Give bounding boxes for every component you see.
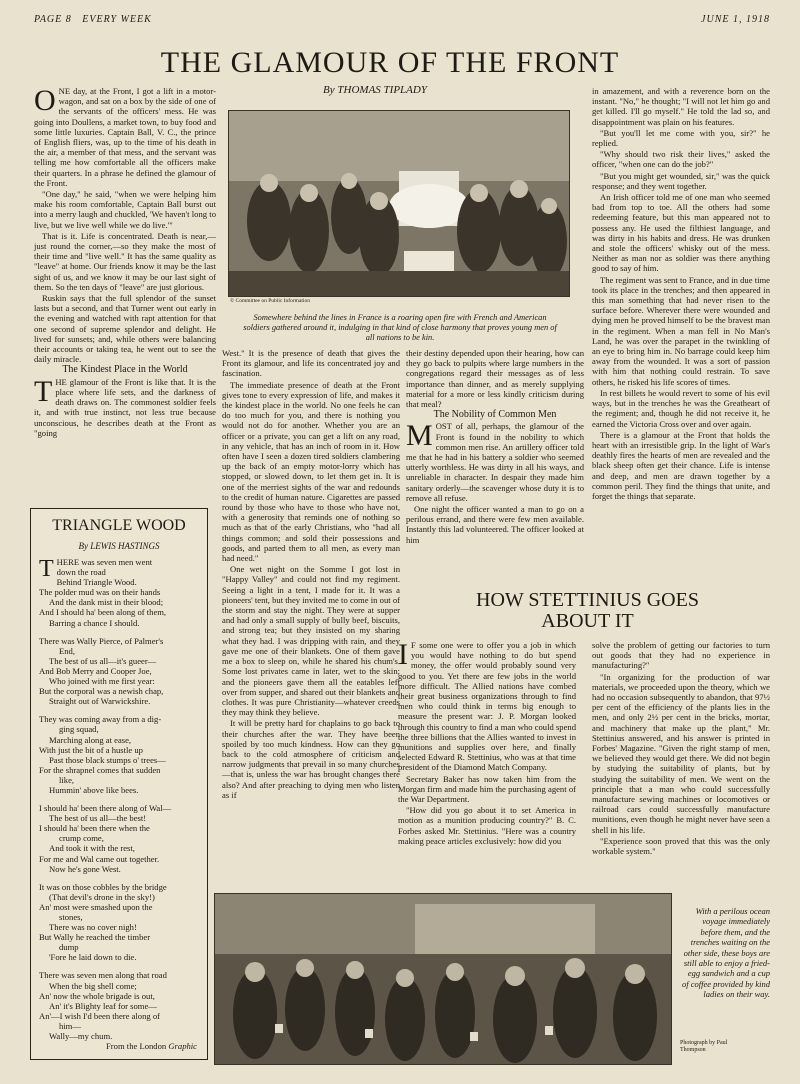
article-paragraph: An Irish officer told me of one man who seemed bad from top to toe. All the others had some redeeming feature, but this man appeared not to possess any. He used the filthiest language, and was dirty in his habits and dress. He was drunken and stole the officers' whisky out of the mess. Neither as man nor as soldier was there anything good to say of him.	[592, 192, 770, 274]
fireside-photo	[228, 110, 570, 297]
photo-credit: © Committee on Public Information	[230, 298, 310, 304]
poem-stanza: It was on those cobbles by the bridge (That devil's drone in the sky!) An' most were smashed upon the stones, There was no cover nigh! But Wally he reached the timber dump 'Fore he laid down to die.	[39, 881, 167, 963]
article-paragraph: One night the officer wanted a man to go on a perilous errand, and there were few men available. Instantly this lad volunteered. The officer looked at him	[406, 504, 584, 545]
subheading: The Nobility of Common Men	[433, 409, 557, 421]
poem-byline: By LEWIS HASTINGS	[78, 541, 160, 551]
article-paragraph: "Why should two risk their lives," asked the officer, "when one can do the job?"	[592, 149, 770, 170]
article-paragraph: "How did you go about it to set America in motion as a munition producing country?" B. C. Forbes asked Mr. Stettinius. "Here was a country making peace articles exclusively: how did you	[398, 805, 576, 846]
poem-stanza: I should ha' been there along of Wal— The best of us all—the best! I should ha' been there when the crump come, And took it with the rest, For me and Wal came out together. Now he's gone West.	[39, 803, 172, 874]
photo-caption: Somewhere behind the lines in France is a roaring open fire with French and American soldiers gathered around it, indulging in that kind of close harmony that proves young men of all nations to be kin.	[243, 313, 557, 342]
article-title: THE GLAMOUR OF THE FRONT	[160, 46, 620, 79]
page-number-and-publication	[34, 14, 152, 25]
article-paragraph: "In organizing for the production of war materials, we proceeded upon the theory, which we had no occasion subsequently to abandon, that 97½ per cent of the efficiency of the plants lies in the men, and only 2½ per cent in the bricks, mortar, and machinery that make up the plant," Mr. Stettinius answered, and his answer is printed in Forbes' Magazine. "Given the right stamp of men, we believed they would get there. We did not begin by studying the suitability of plants, but by studying the suitability of men. We went on the principle that a man who could successfully manufacture sewing machines or locomotives or railroad cars could successfully manufacture munitions, even though he might never have seen a shell in his life.	[592, 671, 770, 835]
article-paragraph: Ruskin says that the full splendor of the sunset lasts but a second, and that Turner went out early in the evening and watched with rapt attention for that one second of supreme splendor and delight. He lived for sunsets; and, while others were balancing their accounts or taking tea, he went out to see the daily miracle.	[34, 293, 216, 365]
poem-title: TRIANGLE WOOD	[52, 517, 186, 534]
article-paragraph: In rest billets he would revert to some of his evil ways, but in the trenches he was the Greatheart of the regiment; and, though he did not receive it, he earned the Victoria Cross over and over again.	[592, 387, 770, 429]
article-paragraph: "One day," he said, "when we were helping him make his room comfortable, Captain Ball burst out into a merry laugh and chuckled, 'We haven't long to live, but we live well while we do live.'"	[34, 189, 216, 230]
poem-body	[31, 557, 207, 1051]
article-paragraph: West." It is the presence of death that gives the Front its glamour, and life its concentrated joy and fascination.	[222, 348, 400, 379]
article-paragraph: in amazement, and with a reverence born on the instant. "No," he thought; "I will not let him go and get killed. I'll go myself." He told the lad so, and disappointment was plain on his features.	[592, 86, 770, 127]
article-paragraph: It will be pretty hard for chaplains to go back to their churches after the war. They have been spoiled by too much kindness. How can they go back to the cold atmosphere of criticism and narrow judgments that prevail in so many churches—that is, unless the war has brought changes there also? And after preaching to dying men who listen as if	[222, 718, 400, 800]
article-column-1	[34, 86, 216, 439]
article-paragraph: The immediate presence of death at the Front gives tone to every expression of life, and makes it the kindest place in the world. No one feels he can do too much for you, and there is nothing you would not do for another. Whether you are an officer or a private, you can get a lift on any road, in any vehicle, that has an inch of room in it. How often have I seen a dozen tired soldiers clambering up the back of an empty motor-lorry which has stopped, or slowed down, to let them get in. It is one of the merriest sights of the war and redounds to the credit of human nature. Cigarettes are passed round by those who have to those who have not, with a generosity that reminds one of nothing so much as that of the early Christians, who "had all things common; and sold their possessions and goods, and parted them to all men, as every man had need."	[222, 379, 400, 564]
article-column-2	[222, 348, 400, 801]
article-paragraph: That is it. Life is concentrated. Death is near,—just round the corner,—so they make the most of their time and "live well." It has the same quality as "leave" at home. Our friends know it may be the last sight of us, and we know it may be our last sight of them. So the ten days of "leave" are just glorious.	[34, 230, 216, 292]
second-article-column-2	[592, 640, 770, 857]
fireside-photo-image	[229, 111, 569, 296]
issue-date: JUNE 1, 1918	[701, 14, 770, 25]
drop-cap: M	[406, 419, 433, 453]
article-paragraph: ONE day, at the Front, I got a lift in a motor-wagon, and sat on a box by the side of one of the servants of the officers' mess. He was going into Doullens, a market town, to buy food and some little luxuries. Captain Ball, V. C., the prince of English fliers, was, up to the time of his death in the air, a member of that mess, and the servant was telling me how comfortable all the officers make their quarters. In a phrase he defined the glamour of the Front.	[34, 84, 216, 188]
second-article-title: HOW STETTINIUS GOES ABOUT IT	[476, 589, 699, 632]
article-column-4	[592, 86, 770, 502]
drop-cap: T	[39, 556, 54, 582]
article-paragraph: "But you might get wounded, sir," was the quick response; and they went together.	[592, 170, 770, 191]
article-paragraph: THE glamour of the Front is like that. It is the place where life sets, and the darkness of death draws on. The commonest soldier feels it, and with true instinct, not less true because unconscious, he describes death at the Front as "going	[34, 374, 216, 438]
article-paragraph: The regiment was sent to France, and in due time took its place in the trenches; and then appeared in this man something that had never risen to the surface before. Wherever there were wounded and dying men he proved himself to be the bravest man in the regiment. When a man fell in No Man's Land, he was over the parapet in the twinkling of an eye to bring him in. No barrage could keep him away from the wounded. It was a sort of passion with him that nothing could restrain. To save others, he risked his life scores of times.	[592, 274, 770, 387]
article-paragraph: their destiny depended upon their hearing, how can they go back to pulpits where large numbers in the congregations regard their messages as of less importance than dinner, and as merely supplying material for a more or less kindly criticism during that meal?	[406, 348, 584, 410]
article-paragraph: solve the problem of getting our factories to turn out goods that they had no experience in manufacturing?"	[592, 640, 770, 671]
bottom-photo-credit: Photograph by Paul Thompson	[680, 1040, 728, 1053]
article-paragraph: I F some one were to offer you a job in which you would have nothing to do but spend money, the offer would probably sound very good to you. Yet there are few jobs in the world more difficult. The Allied nations have combed their great business organizations through to find men who could think in terms big enough to measure the present war: J. P. Morgan looked through this country to find a man who could spend the three billions that the Allies wanted to invest in munitions and supplies over here, and finally selected Edward R. Stettinius, who was at that time president of the Diamond Match Company.	[398, 638, 576, 773]
article-paragraph: There is a glamour at the Front that holds the heart with an irresistible grip. In the light of War's deathly fires the hearts of men are revealed and the black sheep often get their chance. Life is intense and deep, and men are drawn together by a common peril. They find the things that unite, and forget the things that separate.	[592, 429, 770, 501]
article-paragraph: "But you'll let me come with you, sir?" he replied.	[592, 127, 770, 149]
poem-stanza: They was coming away from a dig- ging squad, Marching along at ease, With just the bit of a hustle up Past those black stumps o' trees— For the shrapnel comes that sudden like, Hummin' above like bees.	[39, 714, 166, 795]
poem-stanza: There was Wally Pierce, of Palmer's End, The best of us all—it's gueer— And Bob Merry and Cooper Joe, Who joined with me first year: But the corporal was a newish chap, Straight out of Warwickshire.	[39, 635, 164, 707]
drop-cap: T	[34, 374, 53, 408]
poem-stanza: There was seven men along that road When the big shell come; An' now the whole brigade is out, An' it's Blighty leaf for some— An'—I wish I'd been there along of him— Wally—my chum.	[39, 970, 167, 1042]
soldiers-coffee-photo	[214, 893, 672, 1065]
article-paragraph: Secretary Baker has now taken him from the Morgan firm and made him the purchasing agent of the War Department.	[398, 773, 576, 805]
page-number: PAGE 8	[34, 14, 72, 25]
poem-box	[30, 508, 208, 1060]
article-byline: By THOMAS TIPLADY	[323, 84, 427, 96]
second-article-column-1	[398, 640, 576, 847]
publication-name: EVERY WEEK	[82, 14, 152, 25]
poem-stanza: THERE was seven men went down the road Behind Triangle Wood. The polder mud was on their hands And the dank mist in their blood; And I should ha' been along of them, Barring a chance I should.	[39, 556, 167, 628]
soldiers-coffee-photo-image	[215, 894, 671, 1064]
article-paragraph: One wet night on the Somme I got lost in "Happy Valley" and could not find my regiment. Seeing a light in a tent, I made for it. It was a pioneers' tent, but they invited me to come in out of the storm and stay the night. They were at supper and had only a small supply of bully beef, biscuits, and strong tea; but they insisted on my sharing what they had. I was dripping with rain, and they gave me one of their blankets. One of them gave me a box to sleep on, while he shared his chum's. Some lost privates came in later, wet to the skin; and the pioneers gave them all the eatables left over from supper, and shared out their blankets and clothes. It was pure Christianity—whatever creeds they may think they believe.	[222, 564, 400, 718]
bottom-photo-caption: With a perilous ocean voyage immediately before them, and the trenches waiting on the other side, these boys are still able to enjoy a fried-egg sandwich and a cup of coffee provided by kind ladies on their way.	[682, 906, 770, 1000]
running-header	[34, 14, 770, 28]
article-paragraph: MOST of all, perhaps, the glamour of the Front is found in the nobility to which common men rise. An artillery officer told me that he had in his battery a soldier who seemed utterly worthless. He was dirty in all his ways, and unreliable in character. In despair they made him sanitary orderly—the scavenger whose duty it is to remove all refuse.	[406, 419, 584, 503]
article-column-3	[406, 348, 584, 546]
article-paragraph: "Experience soon proved that this was the only workable system."	[592, 835, 770, 857]
drop-cap: O	[34, 84, 56, 117]
poem-source: From the London Graphic	[106, 1041, 197, 1052]
subheading: The Kindest Place in the World	[62, 364, 188, 376]
drop-cap: I	[398, 638, 408, 671]
